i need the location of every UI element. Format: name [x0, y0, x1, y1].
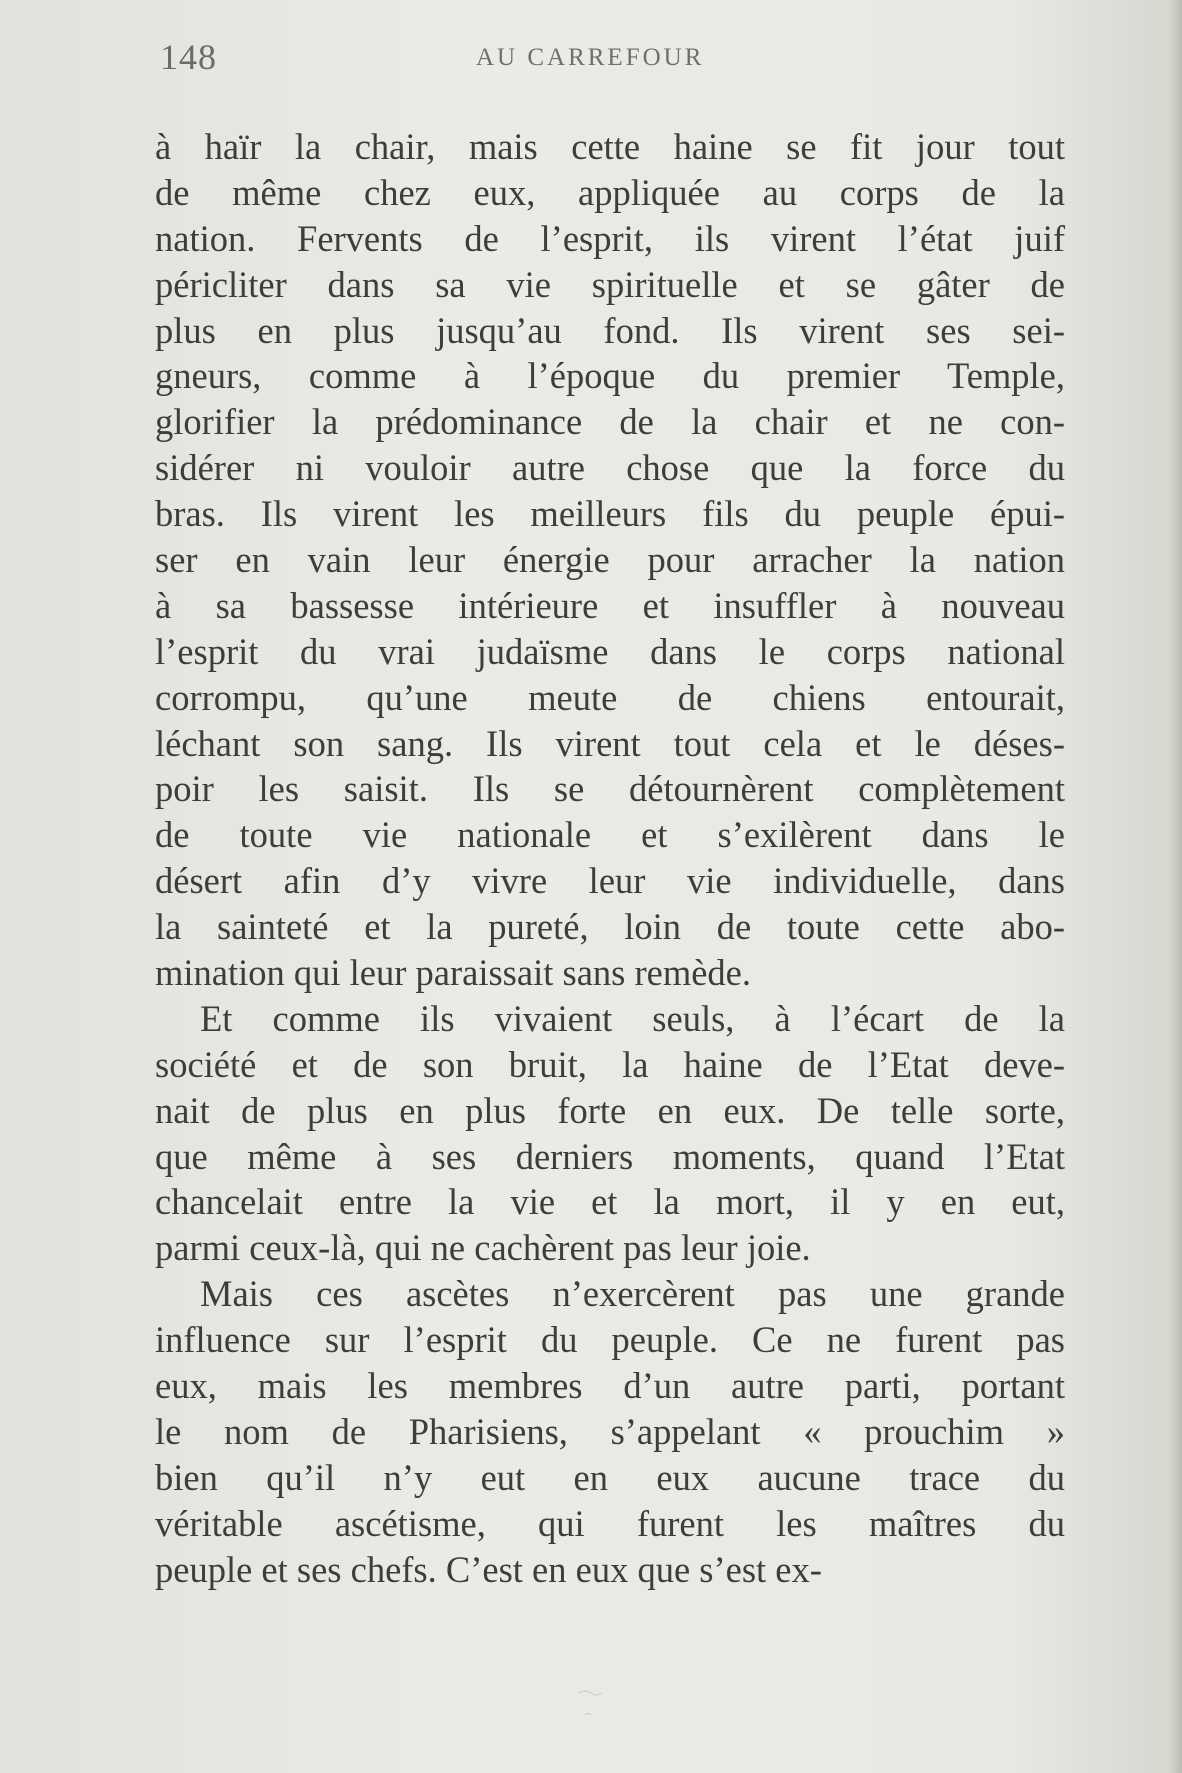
paragraph	[155, 996, 1065, 1271]
text-line: Mais ces ascètes n’exercèrent pas une grande	[200, 1273, 1065, 1315]
text-line: à sa bassesse intérieure et insuffler à nouveau	[155, 584, 1065, 626]
text-line: de toute vie nationale et s’exilèrent dans le	[155, 814, 1065, 856]
text-line: corrompu, qu’une meute de chiens entourait,	[155, 676, 1065, 718]
text-line: parmi ceux-là, qui ne cachèrent pas leur joie.	[155, 1227, 811, 1269]
text-line: véritable ascétisme, qui furent les maîtres du	[155, 1502, 1065, 1544]
page-number: 148	[160, 37, 217, 77]
text-line: chancelait entre la vie et la mort, il y en eut,	[155, 1181, 1065, 1223]
text-line: influence sur l’esprit du peuple. Ce ne furent pas	[155, 1319, 1065, 1361]
text-line: plus en plus jusqu’au fond. Ils virent ses sei-	[155, 309, 1065, 351]
text-line: glorifier la prédominance de la chair et ne con-	[155, 401, 1065, 443]
text-line: société et de son bruit, la haine de l’Etat deve-	[155, 1043, 1065, 1085]
text-line: nait de plus en plus forte en eux. De telle sorte,	[155, 1089, 1065, 1131]
text-line: l’esprit du vrai judaïsme dans le corps national	[155, 630, 1065, 672]
body-text	[155, 124, 1065, 1593]
paper-smudge	[575, 1685, 605, 1725]
text-line: sidérer ni vouloir autre chose que la force du	[155, 447, 1065, 489]
text-line: gneurs, comme à l’époque du premier Temple,	[155, 355, 1065, 397]
text-line: le nom de Pharisiens, s’appelant « prouchim »	[155, 1410, 1065, 1452]
text-line: à haïr la chair, mais cette haine se fit jour tout	[155, 126, 1065, 167]
text-line: péricliter dans sa vie spirituelle et se gâter de	[155, 263, 1065, 305]
text-line: Et comme ils vivaient seuls, à l’écart de la	[200, 997, 1065, 1039]
paragraph	[155, 124, 1065, 996]
running-head	[160, 36, 990, 86]
text-line: désert afin d’y vivre leur vie individuelle, dans	[155, 860, 1065, 902]
text-line: poir les saisit. Ils se détournèrent complètement	[155, 768, 1065, 810]
text-line: bien qu’il n’y eut en eux aucune trace du	[155, 1456, 1065, 1498]
text-line: léchant son sang. Ils virent tout cela et le déses-	[155, 722, 1065, 764]
text-line: peuple et ses chefs. C’est en eux que s’est ex-	[155, 1548, 822, 1590]
text-line: que même à ses derniers moments, quand l’Etat	[155, 1135, 1065, 1177]
text-line: bras. Ils virent les meilleurs fils du peuple épui-	[155, 493, 1065, 535]
text-line: ser en vain leur énergie pour arracher la nation	[155, 539, 1065, 581]
running-title: AU CARREFOUR	[476, 44, 705, 71]
text-line: nation. Fervents de l’esprit, ils virent l’état juif	[155, 217, 1065, 259]
text-line: la sainteté et la pureté, loin de toute cette abo-	[155, 906, 1065, 948]
text-line: eux, mais les membres d’un autre parti, portant	[155, 1365, 1065, 1407]
text-line: de même chez eux, appliquée au corps de la	[155, 171, 1065, 213]
text-line: mination qui leur paraissait sans remède.	[155, 952, 751, 994]
paragraph	[155, 1271, 1065, 1592]
